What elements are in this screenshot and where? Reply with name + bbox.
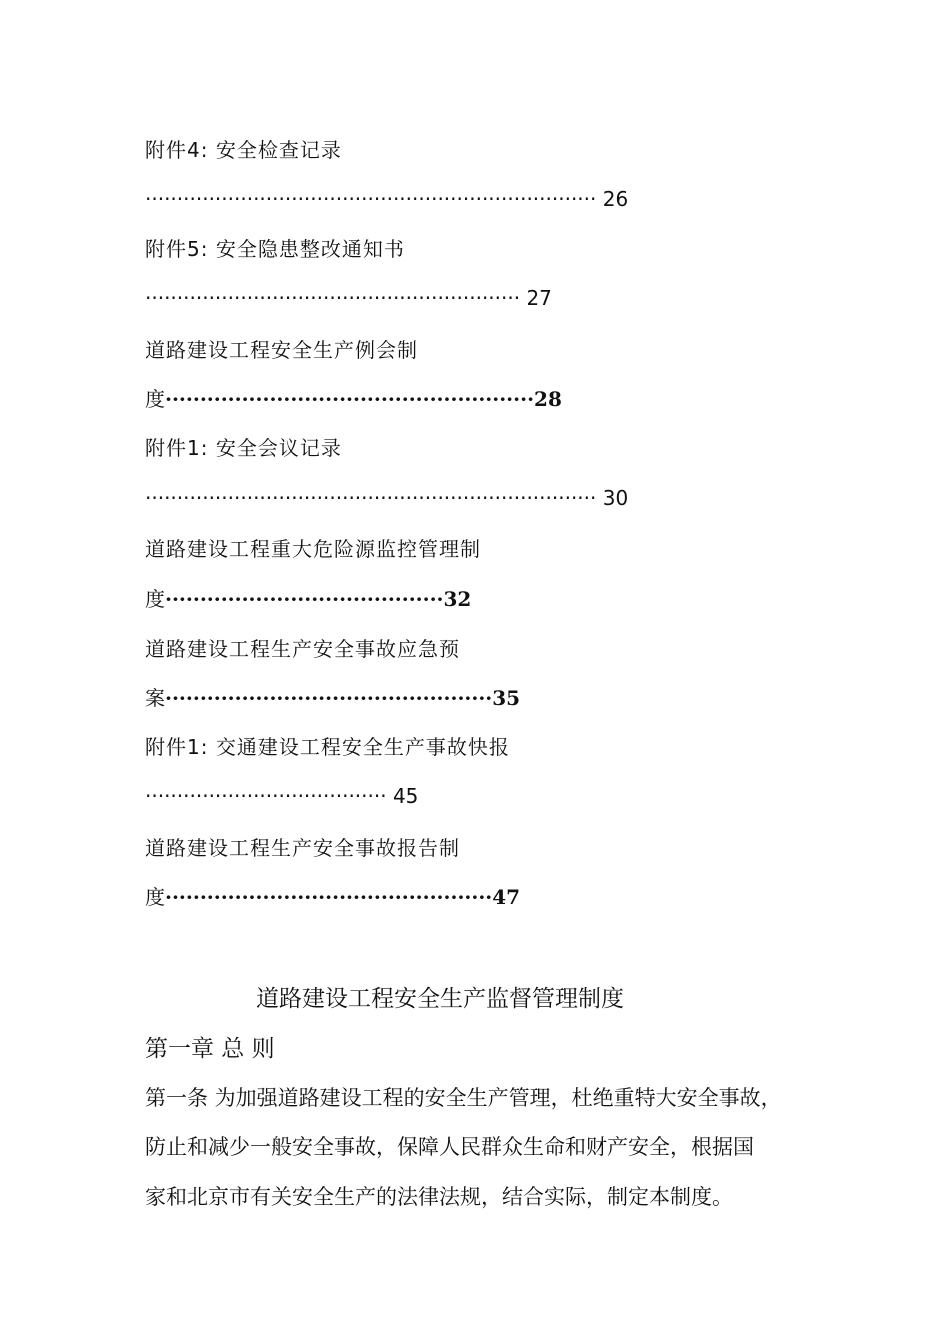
document-heading: 道路建设工程安全生产监督管理制度 [256, 986, 624, 1012]
toc-page-number: 32 [443, 587, 472, 611]
toc-page-number: 27 [526, 286, 552, 310]
toc-entry-leader [145, 284, 552, 312]
toc-entry-title: 道路建设工程生产安全事故报告制 [145, 836, 460, 860]
toc-entry-leader [145, 385, 562, 413]
toc-entry-leader [145, 185, 628, 213]
toc-entry-title: 附件4: 安全检查记录 [145, 138, 342, 162]
toc-dots: ······································ [145, 784, 387, 808]
toc-entry-title: 道路建设工程安全生产例会制 [145, 338, 418, 362]
toc-dots: ······································································· [145, 187, 597, 211]
toc-wrap-char: 案 [145, 686, 165, 710]
toc-wrap-char: 度 [145, 387, 165, 411]
toc-entry-title: 道路建设工程生产安全事故应急预 [145, 637, 460, 661]
toc-dots: ··············································· [165, 885, 493, 909]
toc-entry-title: 道路建设工程重大危险源监控管理制 [145, 537, 481, 561]
chapter-title: 第一章 总 则 [145, 1036, 275, 1062]
toc-entry-leader [145, 883, 520, 911]
paragraph-line: 防止和减少一般安全事故，保障人民群众生命和财产安全，根据国 [145, 1135, 754, 1159]
toc-page-number: 35 [492, 686, 521, 710]
toc-dots: ········································ [165, 587, 444, 611]
toc-entry-leader [145, 782, 418, 810]
toc-dots: ······································································· [145, 486, 597, 510]
toc-entry-leader [145, 684, 520, 712]
paragraph-line: 第一条 为加强道路建设工程的安全生产管理，杜绝重特大安全事故， [145, 1086, 782, 1110]
paragraph-line: 家和北京市有关安全生产的法律法规，结合实际，制定本制度。 [145, 1185, 733, 1209]
toc-entry-title: 附件1: 交通建设工程安全生产事故快报 [145, 735, 510, 759]
toc-page-number: 45 [392, 784, 419, 808]
toc-dots: ··························································· [145, 286, 521, 310]
toc-dots: ··············································· [165, 686, 493, 710]
toc-page-number: 47 [492, 885, 521, 909]
toc-wrap-char: 度 [145, 587, 165, 611]
toc-dots: ····················································· [165, 387, 535, 411]
toc-page-number: 28 [534, 387, 562, 411]
toc-page-number: 26 [602, 187, 629, 211]
toc-wrap-char: 度 [145, 885, 165, 909]
toc-entry-leader [145, 484, 628, 512]
toc-entry-leader [145, 585, 471, 613]
toc-entry-title: 附件5: 安全隐患整改通知书 [145, 237, 405, 261]
toc-page-number: 30 [602, 486, 629, 510]
toc-entry-title: 附件1: 安全会议记录 [145, 436, 342, 460]
